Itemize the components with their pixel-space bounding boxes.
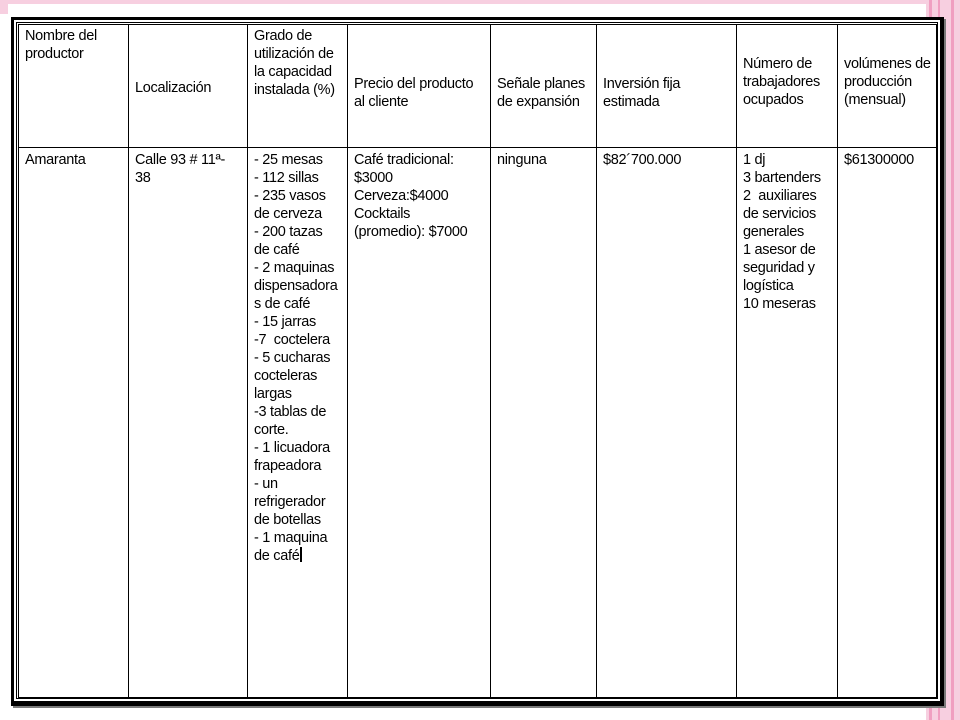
- cell-volumenes: [838, 148, 937, 698]
- header-text: Inversión fija estimada: [603, 76, 681, 110]
- table-row: [19, 148, 937, 698]
- cell-line: Calle 93 # 11ª-: [135, 152, 226, 168]
- cell-line: Cerveza:$4000: [354, 188, 449, 204]
- cell-line: de café: [254, 547, 341, 565]
- header-row: [19, 25, 937, 148]
- cell-inversion: [597, 148, 737, 698]
- cell-line: frapeadora: [254, 458, 322, 474]
- header-cell-trabajadores: [737, 25, 838, 148]
- header-text: Número de trabajadores ocupados: [743, 56, 821, 108]
- cell-line: dispensadora: [254, 278, 338, 294]
- cell-line: de cerveza: [254, 206, 322, 222]
- cell-text: Amaranta: [25, 152, 86, 168]
- cell-trabajadores: [737, 148, 838, 698]
- cell-capacidad[interactable]: [248, 148, 348, 698]
- cell-line: - 5 cucharas: [254, 350, 331, 366]
- cell-line: Cocktails: [354, 206, 411, 222]
- cell-precio: [348, 148, 491, 698]
- cell-line: logística: [743, 278, 794, 294]
- cell-line: corte.: [254, 422, 289, 438]
- header-text: Nombre del productor: [25, 28, 97, 62]
- cell-line: cocteleras: [254, 368, 318, 384]
- cell-line: - un: [254, 476, 278, 492]
- cell-line: - 1 licuadora: [254, 440, 330, 456]
- cell-line: s de café: [254, 296, 311, 312]
- cell-line: $3000: [354, 170, 393, 186]
- header-text: Grado de utilización de la capacidad instalada (%): [254, 28, 335, 98]
- cell-line: de café: [254, 242, 300, 258]
- header-cell-precio: [348, 25, 491, 148]
- cell-line: 1 asesor de: [743, 242, 816, 258]
- header-text: volúmenes de producción (mensual): [844, 56, 931, 108]
- cell-text: $82´700.000: [603, 152, 682, 168]
- pink-corner-decoration: [0, 0, 8, 14]
- cell-line: 2 auxiliares: [743, 188, 817, 204]
- producer-table: [18, 24, 937, 698]
- cell-text: ninguna: [497, 152, 547, 168]
- cell-line: - 200 tazas: [254, 224, 323, 240]
- cell-line: generales: [743, 224, 804, 240]
- cell-line: - 1 maquina: [254, 530, 328, 546]
- cell-line: refrigerador: [254, 494, 326, 510]
- cell-line: (promedio): $7000: [354, 224, 468, 240]
- cell-line: de botellas: [254, 512, 321, 528]
- header-cell-volumenes: [838, 25, 937, 148]
- table-frame: [11, 17, 944, 706]
- cell-line: - 235 vasos: [254, 188, 326, 204]
- cell-line: de servicios: [743, 206, 816, 222]
- cell-text: $61300000: [844, 152, 914, 168]
- cell-line: - 15 jarras: [254, 314, 316, 330]
- cell-line: seguridad y: [743, 260, 815, 276]
- header-cell-expansion: [491, 25, 597, 148]
- header-text: Señale planes de expansión: [497, 76, 586, 110]
- cell-line: 1 dj: [743, 152, 766, 168]
- cell-line: 38: [135, 170, 151, 186]
- cell-line: -3 tablas de: [254, 404, 327, 420]
- text-cursor: [300, 547, 302, 562]
- cell-line: - 112 sillas: [254, 170, 319, 186]
- pink-stripe: [951, 0, 954, 720]
- header-cell-nombre: [19, 25, 129, 148]
- header-text: Precio del producto al cliente: [354, 76, 474, 110]
- cell-line: Café tradicional:: [354, 152, 454, 168]
- header-cell-localizacion: [129, 25, 248, 148]
- cell-line: - 25 mesas: [254, 152, 323, 168]
- cell-localizacion: [129, 148, 248, 698]
- cell-line: 10 meseras: [743, 296, 816, 312]
- header-cell-capacidad: [248, 25, 348, 148]
- cell-line: -7 coctelera: [254, 332, 330, 348]
- cell-nombre: [19, 148, 129, 698]
- cell-expansion: [491, 148, 597, 698]
- cell-line: largas: [254, 386, 292, 402]
- header-text: Localización: [135, 80, 212, 96]
- pink-top-border: [0, 0, 960, 4]
- cell-line: 3 bartenders: [743, 170, 821, 186]
- header-cell-inversion: [597, 25, 737, 148]
- cell-line: - 2 maquinas: [254, 260, 335, 276]
